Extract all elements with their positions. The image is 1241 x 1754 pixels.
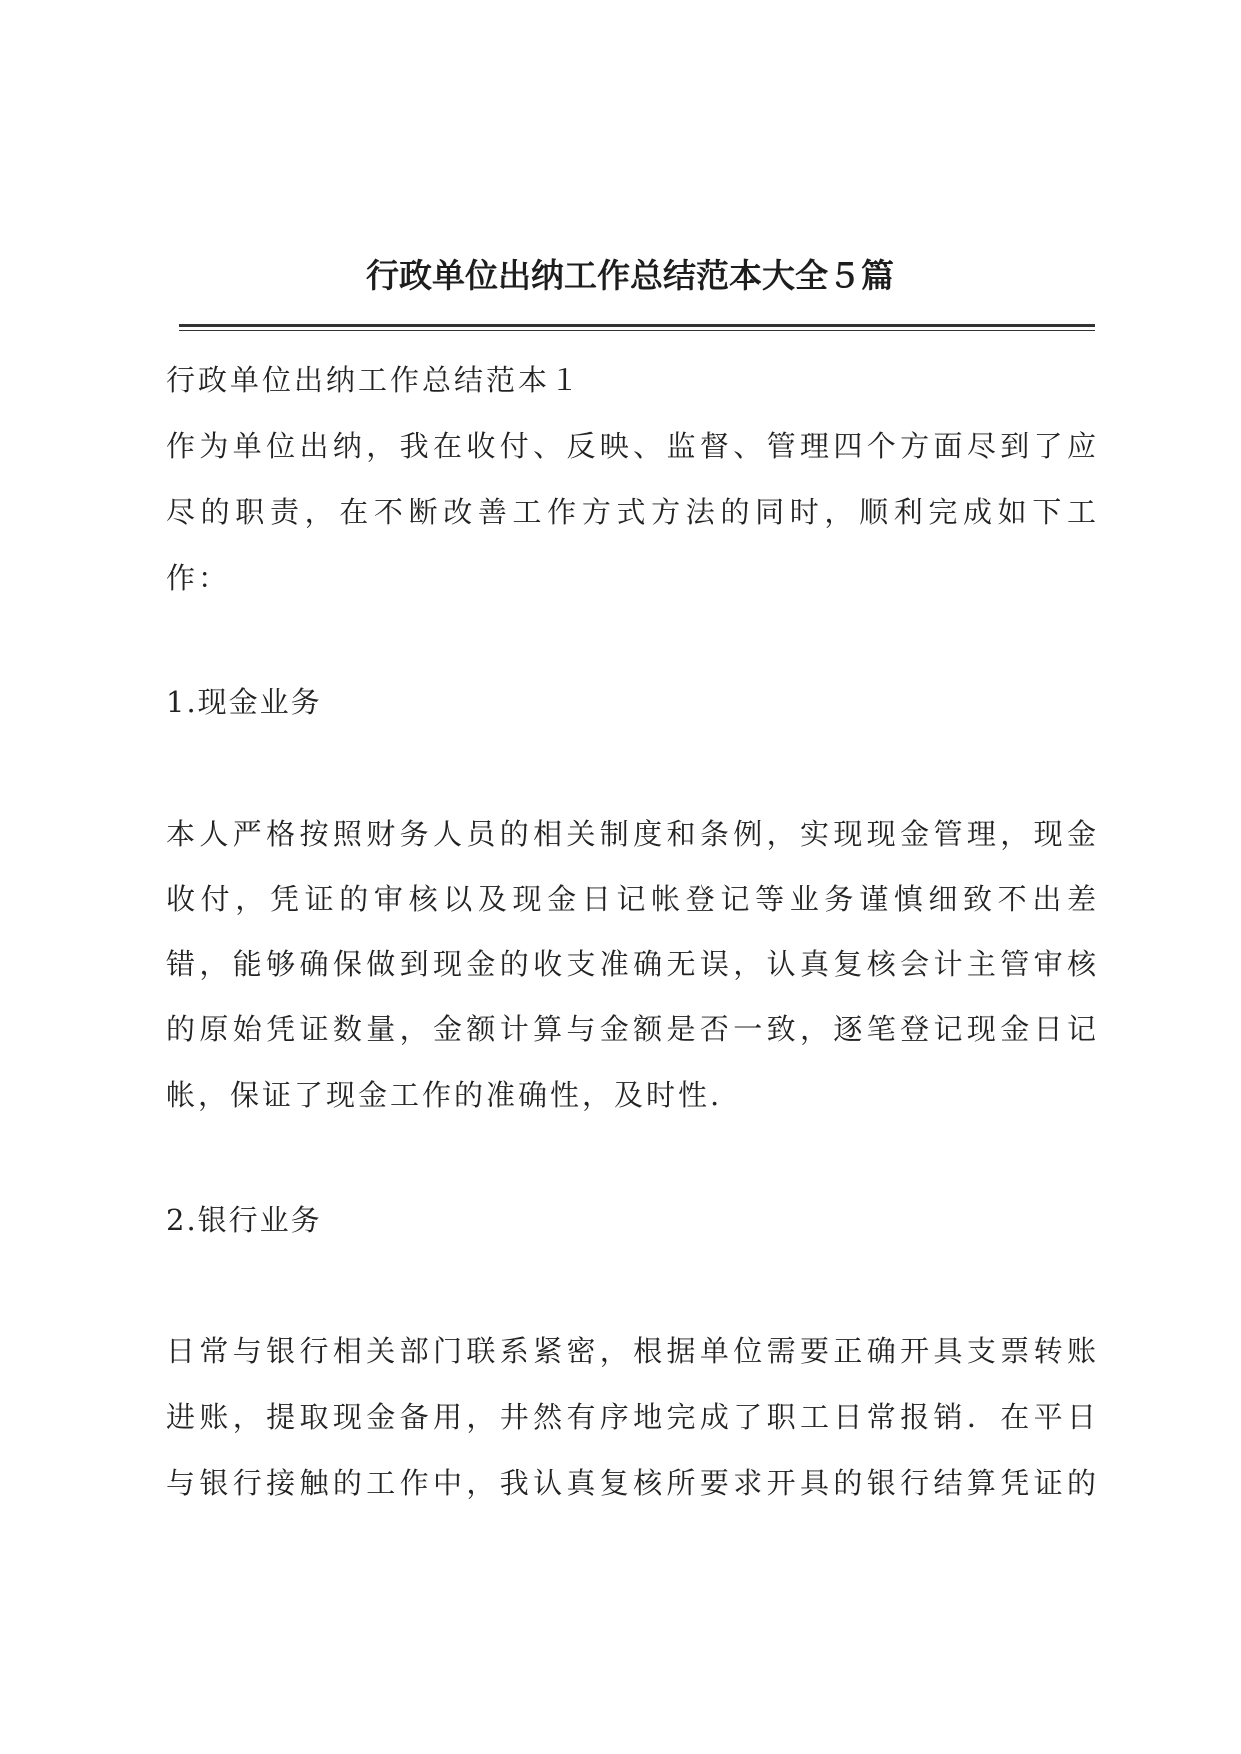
cash-line-4: 的原始凭证数量，金额计算与金额是否一致，逐笔登记现金日记 — [166, 1012, 1096, 1046]
title-rule-thick — [179, 324, 1095, 327]
bank-line-2: 进账，提取现金备用，井然有序地完成了职工日常报销．在平日 — [166, 1400, 1096, 1434]
document-subtitle: 行政单位出纳工作总结范本１ — [166, 363, 583, 397]
document-title: 行政单位出纳工作总结范本大全５篇 — [366, 256, 894, 295]
cash-line-1: 本人严格按照财务人员的相关制度和条例，实现现金管理，现金 — [166, 817, 1096, 851]
cash-line-3: 错，能够确保做到现金的收支准确无误，认真复核会计主管审核 — [166, 947, 1096, 981]
intro-line-3: 作： — [166, 561, 231, 595]
intro-line-1: 作为单位出纳，我在收付、反映、监督、管理四个方面尽到了应 — [166, 429, 1096, 463]
bank-line-1: 日常与银行相关部门联系紧密，根据单位需要正确开具支票转账 — [166, 1334, 1096, 1368]
bank-line-3: 与银行接触的工作中，我认真复核所要求开具的银行结算凭证的 — [166, 1466, 1096, 1500]
section-heading-cash: 1.现金业务 — [166, 685, 322, 719]
cash-line-2: 收付，凭证的审核以及现金日记帐登记等业务谨慎细致不出差 — [166, 882, 1096, 916]
intro-line-2: 尽的职责，在不断改善工作方式方法的同时，顺利完成如下工 — [166, 495, 1096, 529]
section-heading-bank: 2.银行业务 — [166, 1203, 322, 1237]
title-rule-thin — [179, 330, 1095, 331]
cash-line-5: 帐，保证了现金工作的准确性，及时性. — [166, 1078, 723, 1112]
